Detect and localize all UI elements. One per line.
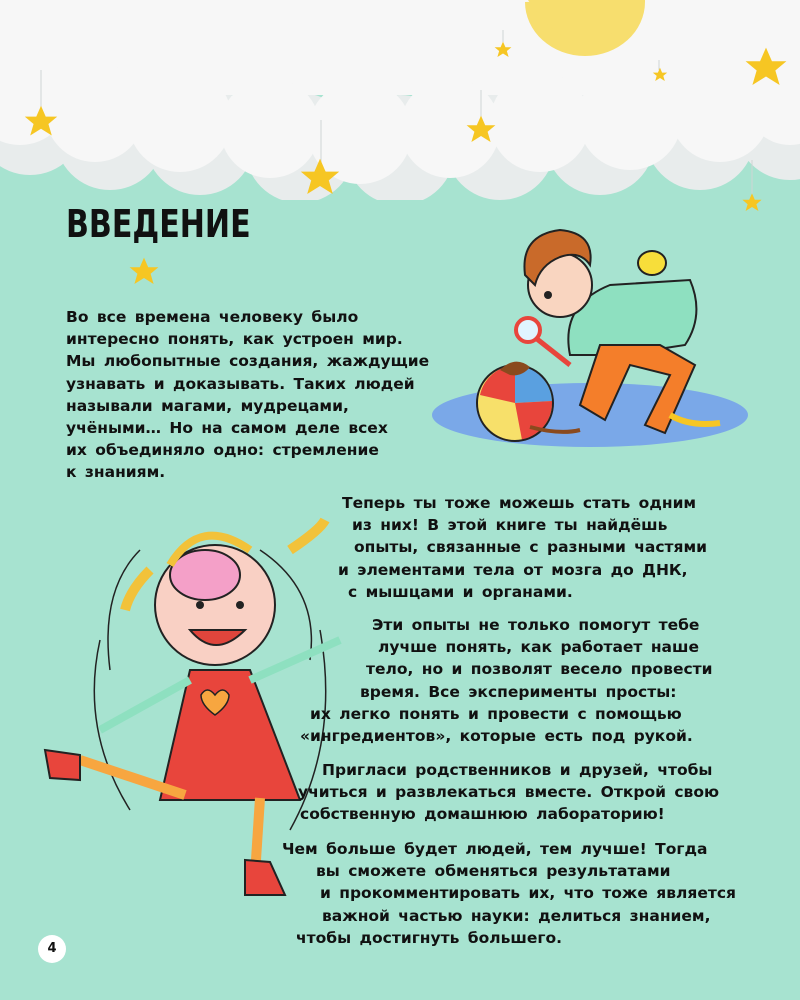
text-line: их легко понять и провести с помощью <box>310 704 682 723</box>
page-title: ВВЕДЕНИЕ <box>66 202 251 246</box>
intro-paragraph <box>66 306 429 484</box>
text-line: тело, но и позволят весело провести <box>366 660 713 679</box>
text-line: опыты, связанные с разными частями <box>354 538 707 557</box>
text-line: узнавать и доказывать. Таких людей <box>66 374 415 393</box>
paragraph-share <box>282 838 736 949</box>
paragraph-invite <box>298 759 719 826</box>
text-line: собственную домашнюю лабораторию! <box>300 805 665 824</box>
text-line: к знаниям. <box>66 463 166 482</box>
text-line: называли магами, мудрецами, <box>66 396 349 415</box>
text-line: время. Все эксперименты просты: <box>360 682 677 701</box>
page-number: 4 <box>38 935 66 963</box>
paragraph-experiments <box>300 614 713 747</box>
text-line: лучше понять, как работает наше <box>378 638 699 657</box>
text-line: учиться и развлекаться вместе. Открой свою <box>298 783 720 802</box>
text-line: и элементами тела от мозга до ДНК, <box>338 560 688 579</box>
text-line: их объединяло одно: стремление <box>66 441 379 460</box>
text-line: Мы любопытные создания, жаждущие <box>66 352 430 371</box>
text-line: Во все времена человеку было <box>66 308 359 326</box>
text-line: «ингредиентов», которые есть под рукой. <box>300 727 693 746</box>
star-icon <box>130 258 159 284</box>
text-line: Эти опыты не только помогут тебе <box>372 616 700 634</box>
text-line: интересно понять, как устроен мир. <box>66 330 403 349</box>
paragraph-book <box>330 492 707 603</box>
text-line: Пригласи родственников и друзей, чтобы <box>322 761 713 779</box>
star-icon <box>495 42 512 57</box>
text-line: Чем больше будет людей, тем лучше! Тогда <box>282 840 708 858</box>
text-line: из них! В этой книге ты найдёшь <box>352 516 668 535</box>
star-icon <box>301 159 339 194</box>
text-line: Теперь ты тоже можешь стать одним <box>342 494 697 512</box>
star-icon <box>467 116 496 142</box>
star-icon <box>746 48 787 85</box>
star-icon <box>25 106 57 136</box>
text-line: чтобы достигнуть большего. <box>296 928 563 947</box>
boy-illustration <box>430 205 760 455</box>
text-line: вы сможете обменяться результатами <box>316 862 671 881</box>
star-icon <box>653 68 667 81</box>
text-line: с мышцами и органами. <box>348 582 573 601</box>
text-line: важной частью науки: делиться знанием, <box>322 906 711 925</box>
text-line: учёными… Но на самом деле всех <box>66 419 388 438</box>
text-line: и прокомментировать их, что тоже является <box>320 884 736 903</box>
